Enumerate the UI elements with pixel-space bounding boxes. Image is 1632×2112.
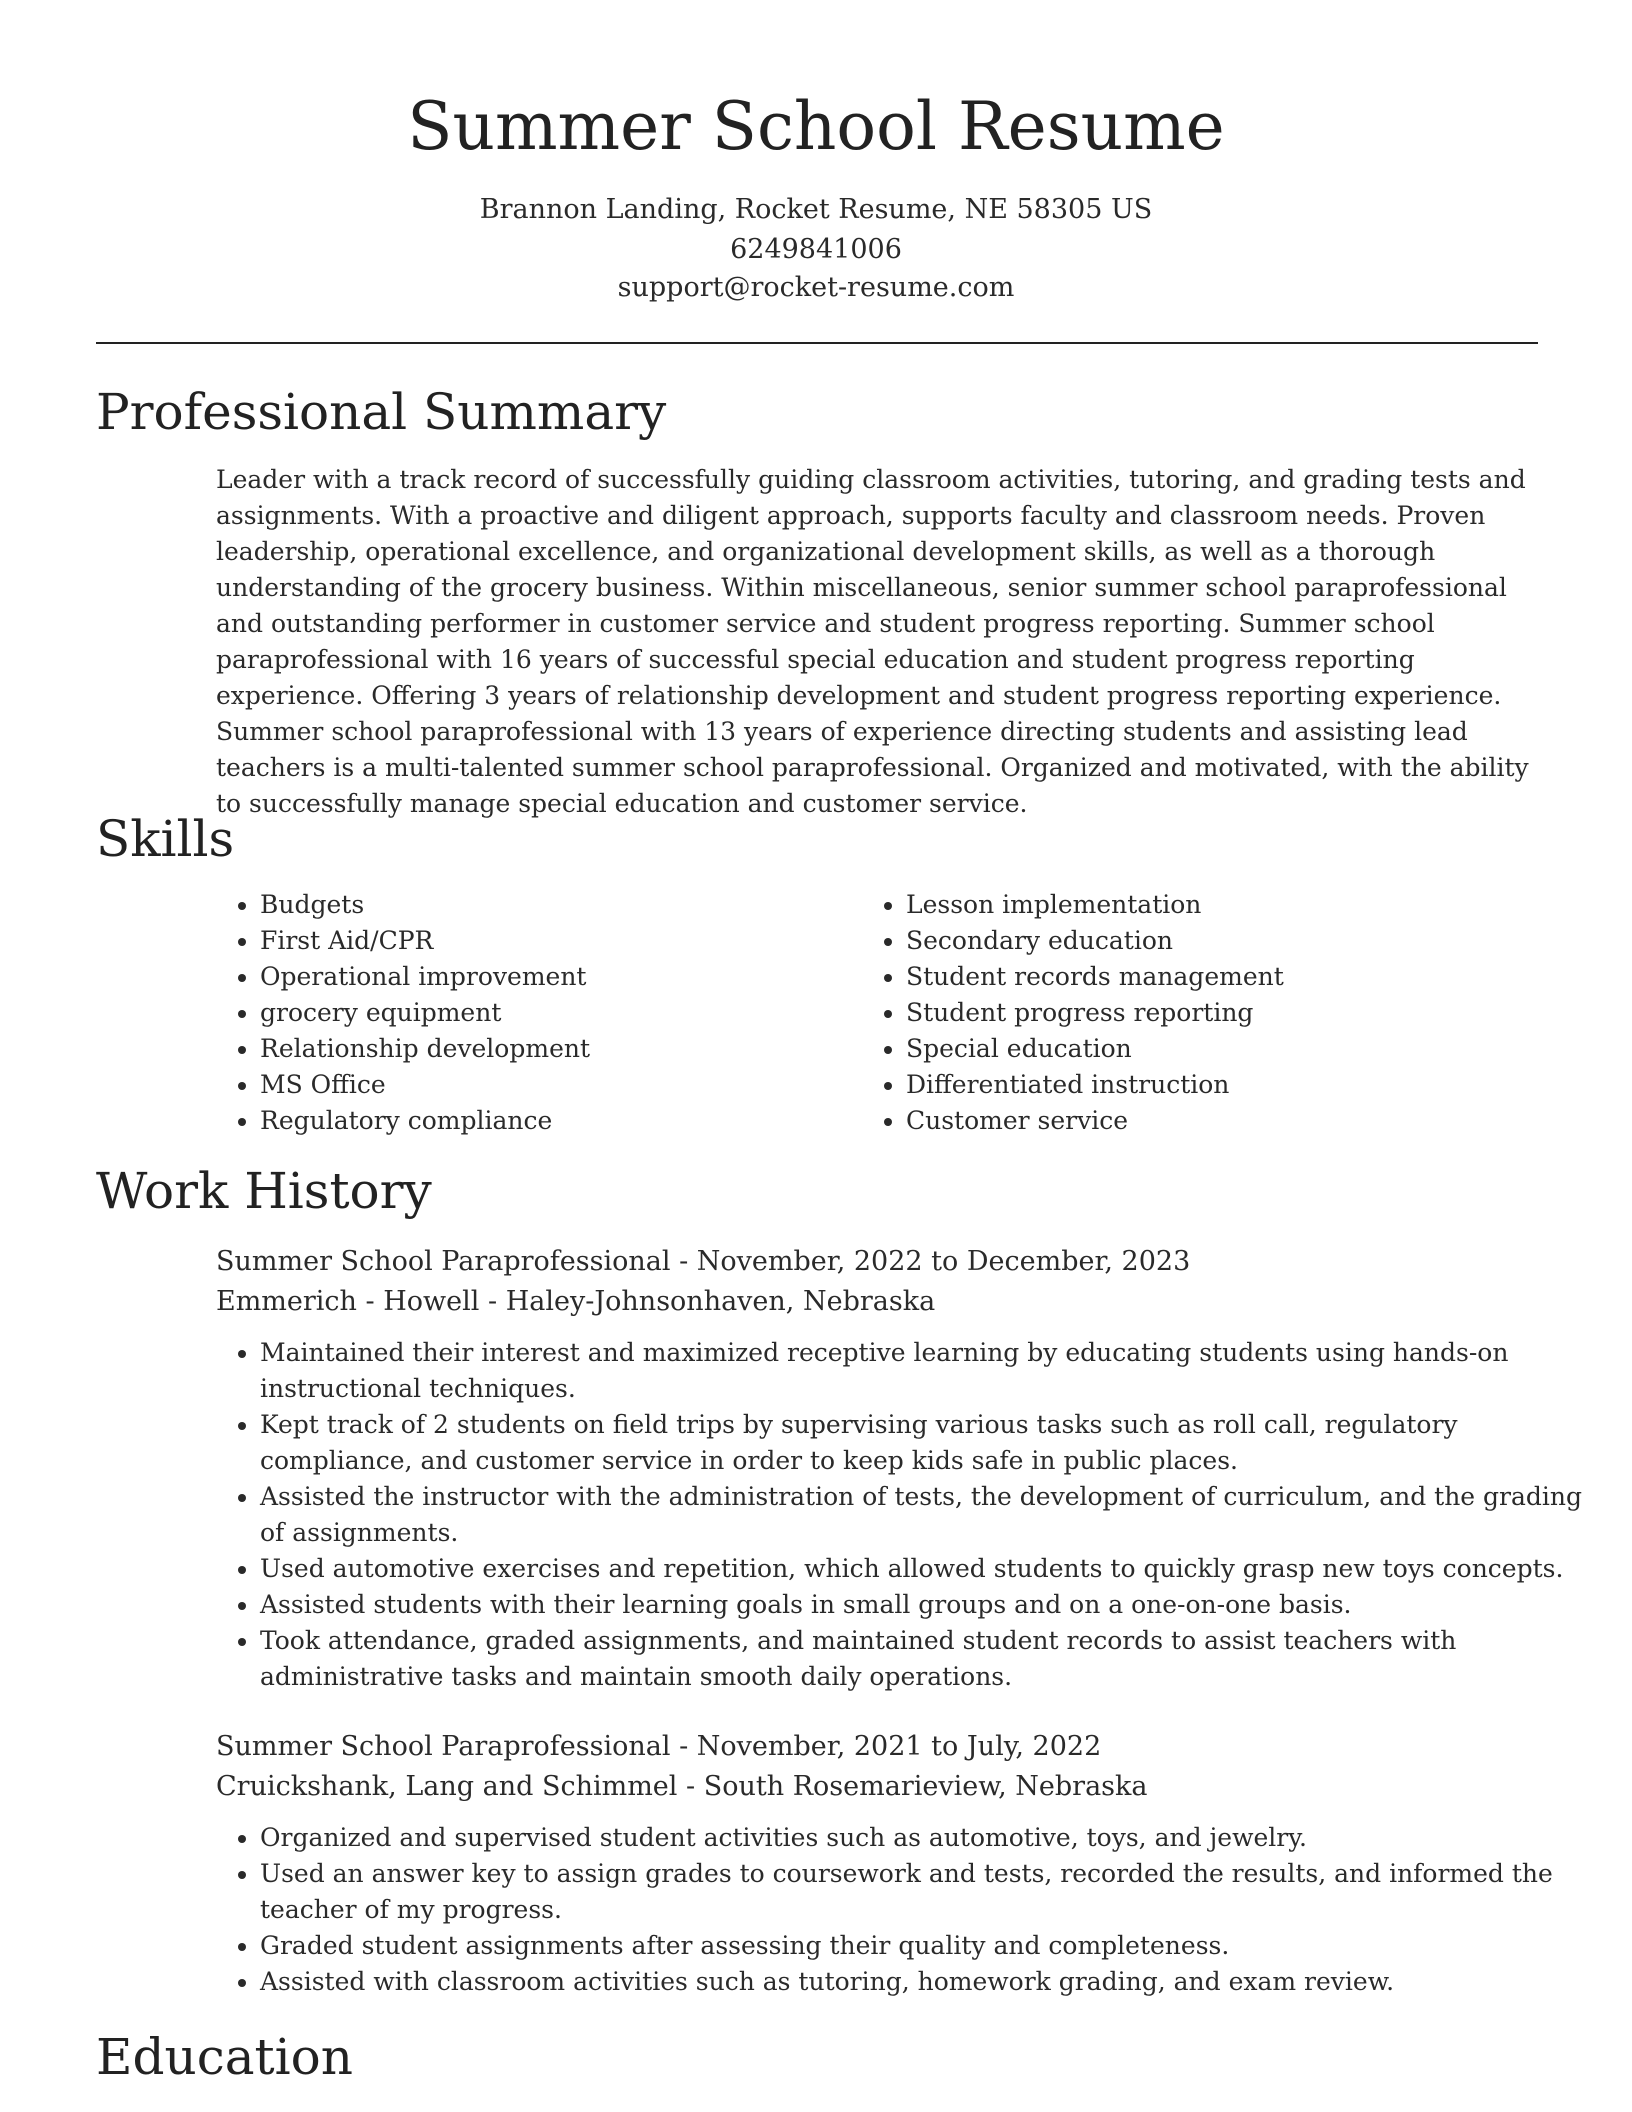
skill-item: • Student progress reporting [906, 995, 1546, 1031]
job-duty: • Assisted with classroom activities such as tutoring, homework grading, and exam review. [260, 1964, 1590, 2000]
skill-item: • Regulatory compliance [260, 1103, 820, 1139]
skill-item: • Operational improvement [260, 959, 820, 995]
skill-item: • Student records management [906, 959, 1546, 995]
job-duty: • Used automotive exercises and repetition, which allowed students to quickly grasp new toys concepts. [260, 1551, 1590, 1587]
job-duty: • Maintained their interest and maximized receptive learning by educating students using hands-on instructional techniques. [260, 1335, 1590, 1407]
job-location: South Rosemarieview, Nebraska [703, 1771, 1148, 1802]
job-duty: • Used an answer key to assign grades to coursework and tests, recorded the results, and informed the teacher of my progress. [260, 1856, 1590, 1928]
job-position: Summer School Paraprofessional [216, 1731, 671, 1762]
job-duty: • Assisted the instructor with the administration of tests, the development of curriculum, and the grading of assignments. [260, 1479, 1590, 1551]
job-duties-list [216, 1820, 1590, 2000]
summary-heading: Professional Summary [96, 383, 667, 441]
summary-text: Leader with a track record of successfully guiding classroom activities, tutoring, and grading tests and assignments. With a proactive and diligent approach, supports faculty and classroom needs. Proven leadership, operational excellence, and organizational development skills, as well as a thorough understanding of the grocery business. Within miscellaneous, senior summer school paraprofessional and outstanding performer in customer service and student progress reporting. Summer school paraprofessional with 16 years of successful special education and student progress reporting experience. Offering 3 years of relationship development and student progress reporting experience. Summer school paraprofessional with 13 years of experience directing students and assisting lead teachers is a multi-talented summer school paraprofessional. Organized and motivated, with the ability to successfully manage special education and customer service. [216, 465, 1529, 818]
contact-address: Brannon Landing, Rocket Resume, NE 58305 US [479, 194, 1153, 225]
job-duties-list [216, 1335, 1590, 1695]
contact-email: support@rocket-resume.com [617, 272, 1015, 303]
job-duty: • Organized and supervised student activities such as automotive, toys, and jewelry. [260, 1820, 1590, 1856]
skill-item: • Secondary education [906, 923, 1546, 959]
header-divider [96, 342, 1538, 344]
skill-item: • Special education [906, 1031, 1546, 1067]
skill-item: • Budgets [260, 887, 820, 923]
skill-item: • Customer service [906, 1103, 1546, 1139]
skills-list-right [862, 887, 1546, 1139]
job-company-line: Emmerich - Howell - Haley-Johnsonhaven, Nebraska [216, 1286, 936, 1317]
skills-list-left [216, 887, 820, 1139]
skills-heading: Skills [96, 810, 235, 868]
job-company: Cruickshank, Lang and Schimmel [216, 1771, 678, 1802]
job-duty: • Took attendance, graded assignments, and maintained student records to assist teachers with administrative tasks and maintain smooth daily operations. [260, 1623, 1590, 1695]
job-title-line: Summer School Paraprofessional - November, 2021 to July, 2022 [216, 1731, 1102, 1762]
job-duty: • Kept track of 2 students on field trips by supervising various tasks such as roll call, regulatory compliance, and customer service in order to keep kids safe in public places. [260, 1407, 1590, 1479]
skill-item: • Differentiated instruction [906, 1067, 1546, 1103]
job-company-line: Cruickshank, Lang and Schimmel - South Rosemarieview, Nebraska [216, 1771, 1148, 1802]
job-position: Summer School Paraprofessional [216, 1246, 671, 1277]
job-company: Emmerich - Howell [216, 1286, 480, 1317]
work-history-heading: Work History [96, 1162, 432, 1220]
job-dates: November, 2021 to July, 2022 [696, 1731, 1102, 1762]
skill-item: • grocery equipment [260, 995, 820, 1031]
job-duty: • Assisted students with their learning goals in small groups and on a one-on-one basis. [260, 1587, 1590, 1623]
job-location: Haley-Johnsonhaven, Nebraska [505, 1286, 936, 1317]
skill-item: • Relationship development [260, 1031, 820, 1067]
job-duty: • Graded student assignments after assessing their quality and completeness. [260, 1928, 1590, 1964]
job-dates: November, 2022 to December, 2023 [696, 1246, 1191, 1277]
resume-title: Summer School Resume [407, 88, 1225, 165]
skill-item: • MS Office [260, 1067, 820, 1103]
contact-phone: 6249841006 [730, 234, 902, 265]
education-heading: Education [96, 2028, 353, 2086]
skill-item: • Lesson implementation [906, 887, 1546, 923]
job-title-line: Summer School Paraprofessional - November, 2022 to December, 2023 [216, 1246, 1191, 1277]
skill-item: • First Aid/CPR [260, 923, 820, 959]
